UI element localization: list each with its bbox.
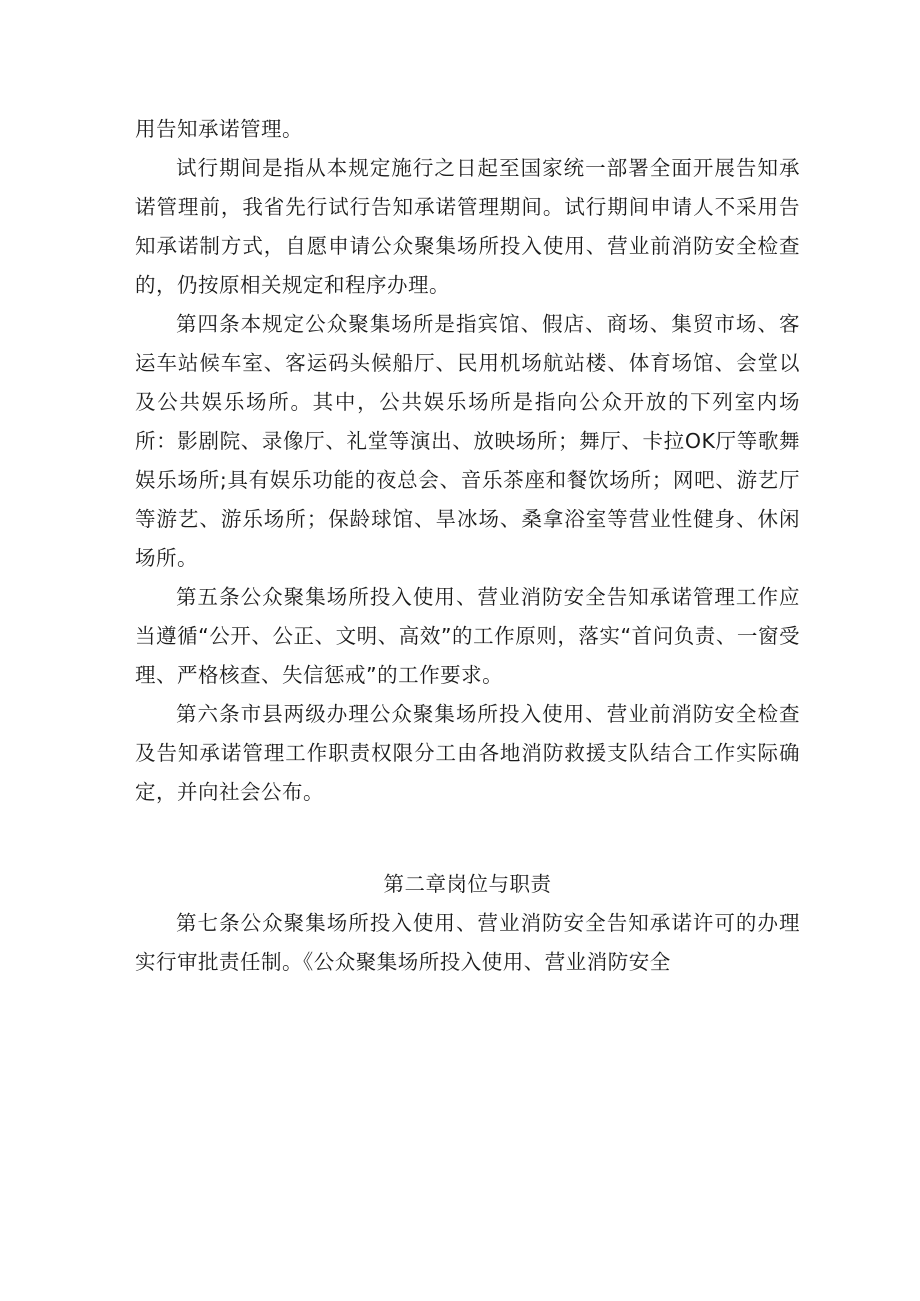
document-body bbox=[135, 110, 800, 982]
paragraph-article-5: 第五条公众聚集场所投入使用、营业消防安全告知承诺管理工作应当遵循“公开、公正、文明、高效”的工作原则，落实“首问负责、一窗受理、严格核查、失信惩戒”的工作要求。 bbox=[135, 585, 800, 687]
paragraph-article-7: 第七条公众聚集场所投入使用、营业消防安全告知承诺许可的办理实行审批责任制。《公众聚集场所投入使用、营业消防安全 bbox=[135, 911, 800, 974]
paragraph-article-6: 第六条市县两级办理公众聚集场所投入使用、营业前消防安全检查及告知承诺管理工作职责权限分工由各地消防救援支队结合工作实际确定，并向社会公布。 bbox=[135, 702, 800, 804]
paragraph-continuation: 用告知承诺管理。 bbox=[135, 117, 303, 141]
paragraph-article-4: 第四条本规定公众聚集场所是指宾馆、假店、商场、集贸市场、客运车站候车室、客运码头候船厅、民用机场航站楼、体育场馆、会堂以及公共娱乐场所。其中，公共娱乐场所是指向公众开放的下列室内场所：影剧院、录像厅、礼堂等演出、放映场所；舞厅、卡拉OK厅等歌舞娱乐场所;具有娱乐功能的夜总会、音乐茶座和餐饮场所；网吧、游艺厅等游艺、游乐场所；保龄球馆、旱冰场、桑拿浴室等营业性健身、休闲场所。 bbox=[135, 312, 800, 570]
paragraph-trial-period: 试行期间是指从本规定施行之日起至国家统一部署全面开展告知承诺管理前，我省先行试行告知承诺管理期间。试行期间申请人不采用告知承诺制方式，自愿申请公众聚集场所投入使用、营业前消防安全检查的，仍按原相关规定和程序办理。 bbox=[135, 156, 800, 297]
chapter-heading: 第二章岗位与职责 bbox=[383, 872, 552, 896]
